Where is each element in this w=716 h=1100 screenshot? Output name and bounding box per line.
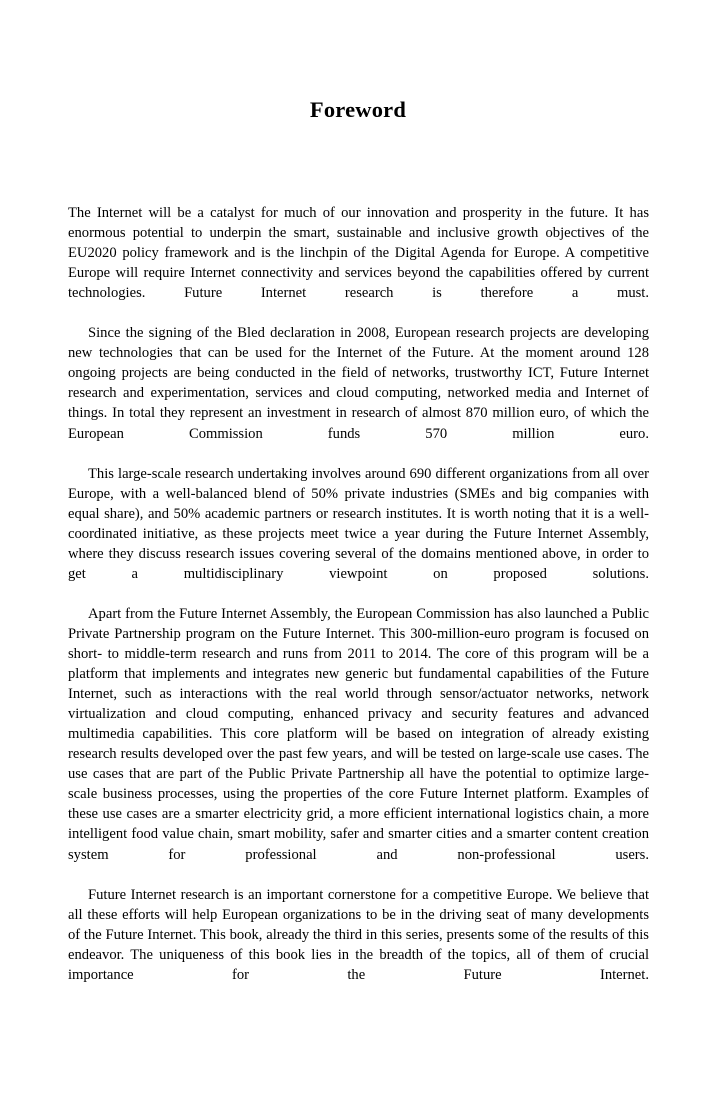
document-body: [68, 203, 649, 1005]
paragraph-2: Since the signing of the Bled declaration in 2008, European research projects are developing new technologies that can be used for the Internet of the Future. At the moment around 128 ongoing projects are being conducted in the field of networks, trustworthy ICT, Future Internet research and experimentation, services and cloud computing, networked media and Internet of things. In total they represent an investment in research of almost 870 million euro, of which the European Commission funds 570 million euro.: [68, 325, 649, 442]
paragraph-4: Apart from the Future Internet Assembly, the European Commission has also launched a Public Private Partnership program on the Future Internet. This 300-million-euro program is focused on short- to middle-term research and runs from 2011 to 2014. The core of this program will be a platform that implements and integrates new generic but fundamental capabilities of the Future Internet, such as interactions with the real world through sensor/actuator networks, network virtualization and cloud computing, enhanced privacy and security features and advanced multimedia capabilities. This core platform will be based on integration of already existing research results developed over the past few years, and will be tested on large-scale use cases. The use cases that are part of the Public Private Partnership all have the potential to optimize large-scale business processes, using the properties of the core Future Internet platform. Examples of these use cases are a smarter electricity grid, a more efficient international logistics chain, a more intelligent food value chain, smart mobility, safer and smarter cities and a smarter content creation system for professional and non-professional users.: [68, 605, 649, 863]
paragraph-5: Future Internet research is an important cornerstone for a competitive Europe. We believe that all these efforts will help European organizations to be in the driving seat of many developments of the Future Internet. This book, already the third in this series, presents some of the results of this endeavor. The uniqueness of this book lies in the breadth of the topics, all of them of crucial importance for the Future Internet.: [68, 886, 649, 983]
paragraph-3: This large-scale research undertaking involves around 690 different organizations from all over Europe, with a well-balanced blend of 50% private industries (SMEs and big companies with equal share), and 50% academic partners or research institutes. It is worth noting that it is a well-coordinated initiative, as these projects meet twice a year during the Future Internet Assembly, where they discuss research issues covering several of the domains mentioned above, in order to get a multidisciplinary viewpoint on proposed solutions.: [68, 465, 649, 582]
page-title: Foreword: [309, 97, 407, 122]
paragraph-1: The Internet will be a catalyst for much of our innovation and prosperity in the future. It has enormous potential to underpin the smart, sustainable and inclusive growth objectives of the EU2020 policy framework and is the linchpin of the Digital Agenda for Europe. A competitive Europe will require Internet connectivity and services beyond the capabilities offered by current technologies. Future Internet research is therefore a must.: [68, 205, 649, 302]
